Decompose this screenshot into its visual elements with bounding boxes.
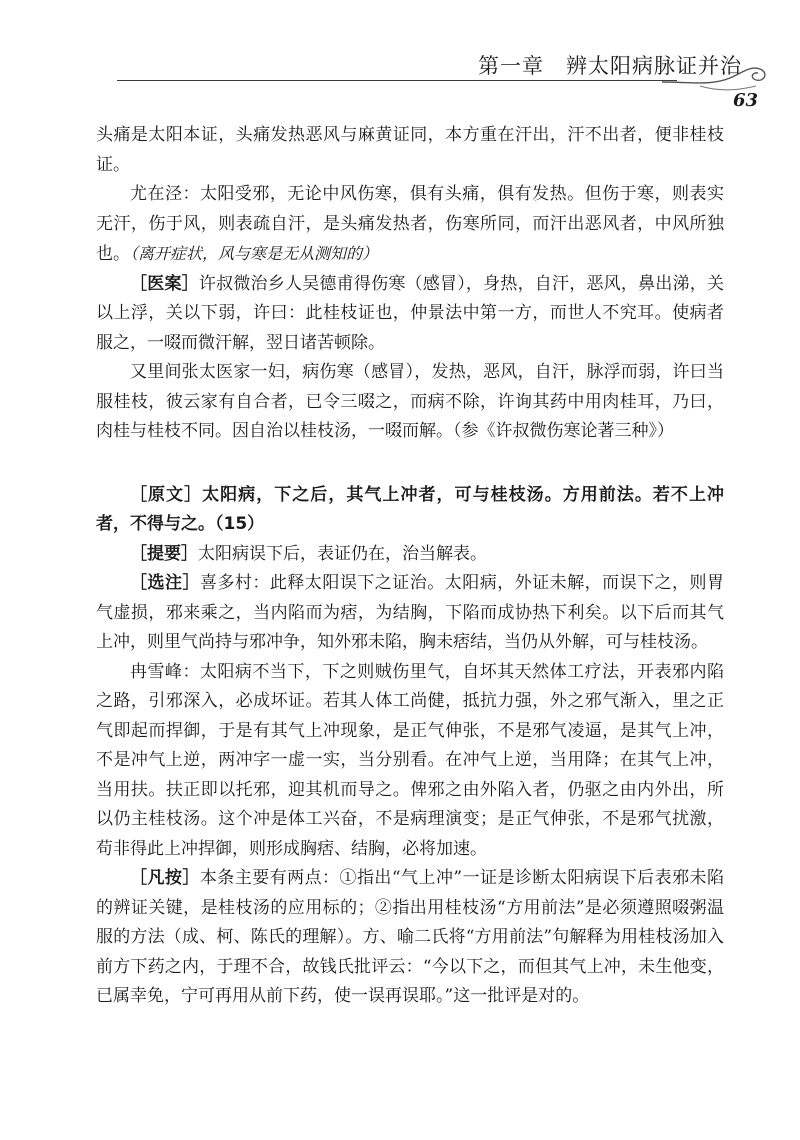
paragraph-original-text xyxy=(96,481,724,540)
handwritten-note: （离开症状，风与寒是无从测知的） xyxy=(130,244,379,263)
paragraph-annotation xyxy=(96,569,724,658)
paragraph-2 xyxy=(96,180,724,270)
label-yuanwen: ［原文］ xyxy=(130,484,203,505)
page-body xyxy=(96,121,724,1012)
paragraph-commentary: 冉雪峰：太阳病不当下，下之则贼伤里气，自坏其天然体工疗法，开表邪内陷之路，引邪深入，必成坏证。若其人体工尚健，抵抗力强，外之邪气渐入，里之正气即起而捍御，于是有其气上冲现象，是正气伸张，不是邪气凌逼，是其气上冲，不是冲气上逆，两冲字一虚一实，当分别看。在冲气上逆，当用降；在其气上冲，当用扶。扶正即以托邪，迎其机而导之。俾邪之由外陷入者，仍驱之由内外出，所以仍主桂枝汤。这个冲是体工兴奋，不是病理演变；是正气伸张，不是邪气扰激，苟非得此上冲捍御，则形成胸痞、结胸，必将加速。 xyxy=(96,661,724,859)
original-text: 太阳病，下之后，其气上冲者，可与桂枝汤。方用前法。若不上冲者，不得与之。（15） xyxy=(96,484,724,534)
label-tiyao: ［提要］ xyxy=(130,543,198,564)
paragraph-1: 头痛是太阳本证，头痛发热恶风与麻黄证同，本方重在汗出，汗不出者，便非桂枝证。 xyxy=(96,125,724,175)
paragraph-case-2: 又里间张太医家一妇，病伤寒（感冒），发热，恶风，自汗，脉浮而弱，许曰当服桂枝，彼云家有自合者，已令三啜之，而病不除，许询其药中用肉桂耳，乃曰，肉桂与桂枝不同。因自治以桂枝汤，一啜而解。（参《许叔微伤寒论著三种》） xyxy=(96,362,724,441)
paragraph-case-1 xyxy=(96,270,724,359)
header-rule xyxy=(117,80,677,81)
section-gap xyxy=(96,447,724,481)
paragraph-summary xyxy=(96,540,724,570)
paragraph-author-note xyxy=(96,864,724,1012)
author-note-text: 本条主要有两点：①指出“气上冲”一证是诊断太阳病误下后表邪未陷的辨证关键，是桂枝汤的应用标的；②指出用桂枝汤“方用前法”是必须遵照啜粥温服的方法（成、柯、陈氏的理解）。方、喻二氏将“方用前法”句解释为用桂枝汤加入前方下药之内，于理不合，故钱氏批评云：“今以下之，而但其气上冲，未生他变，已属幸免，宁可再用从前下药，使一误再误耶。”这一批评是对的。 xyxy=(96,868,724,1006)
summary-text: 太阳病误下后，表证仍在，治当解表。 xyxy=(198,543,487,564)
paragraph-2-text: 尤在泾：太阳受邪，无论中风伤寒，俱有头痛，俱有发热。但伤于寒，则表实无汗，伤于风，则表疏自汗，是头痛发热者，伤寒所同，而汗出恶风者，中风所独也。 xyxy=(96,184,724,264)
chapter-title: 第一章 辨太阳病脉证并治 xyxy=(478,54,742,78)
annotation-text: 喜多村：此释太阳误下之证治。太阳病，外证未解，而误下之，则胃气虚损，邪来乘之，当内陷而为痞，为结胸，下陷而成协热下利矣。以下后而其气上冲，则里气尚持与邪冲争，知外邪未陷，胸未痞结，当仍从外解，可与桂枝汤。 xyxy=(96,573,725,652)
label-fanan: ［凡按］ xyxy=(130,868,200,888)
page-number: 63 xyxy=(733,90,759,111)
label-yian: ［医案］ xyxy=(130,273,199,294)
label-xuanzhu: ［选注］ xyxy=(130,573,200,593)
paragraph-case-1-text: 许叔微治乡人吴德甫得伤寒（感冒），身热，自汗，恶风，鼻出涕，关以上浮，关以下弱，许曰：此桂枝证也，仲景法中第一方，而世人不究耳。使病者服之，一啜而微汗解，翌日诸苦顿除。 xyxy=(96,273,725,353)
